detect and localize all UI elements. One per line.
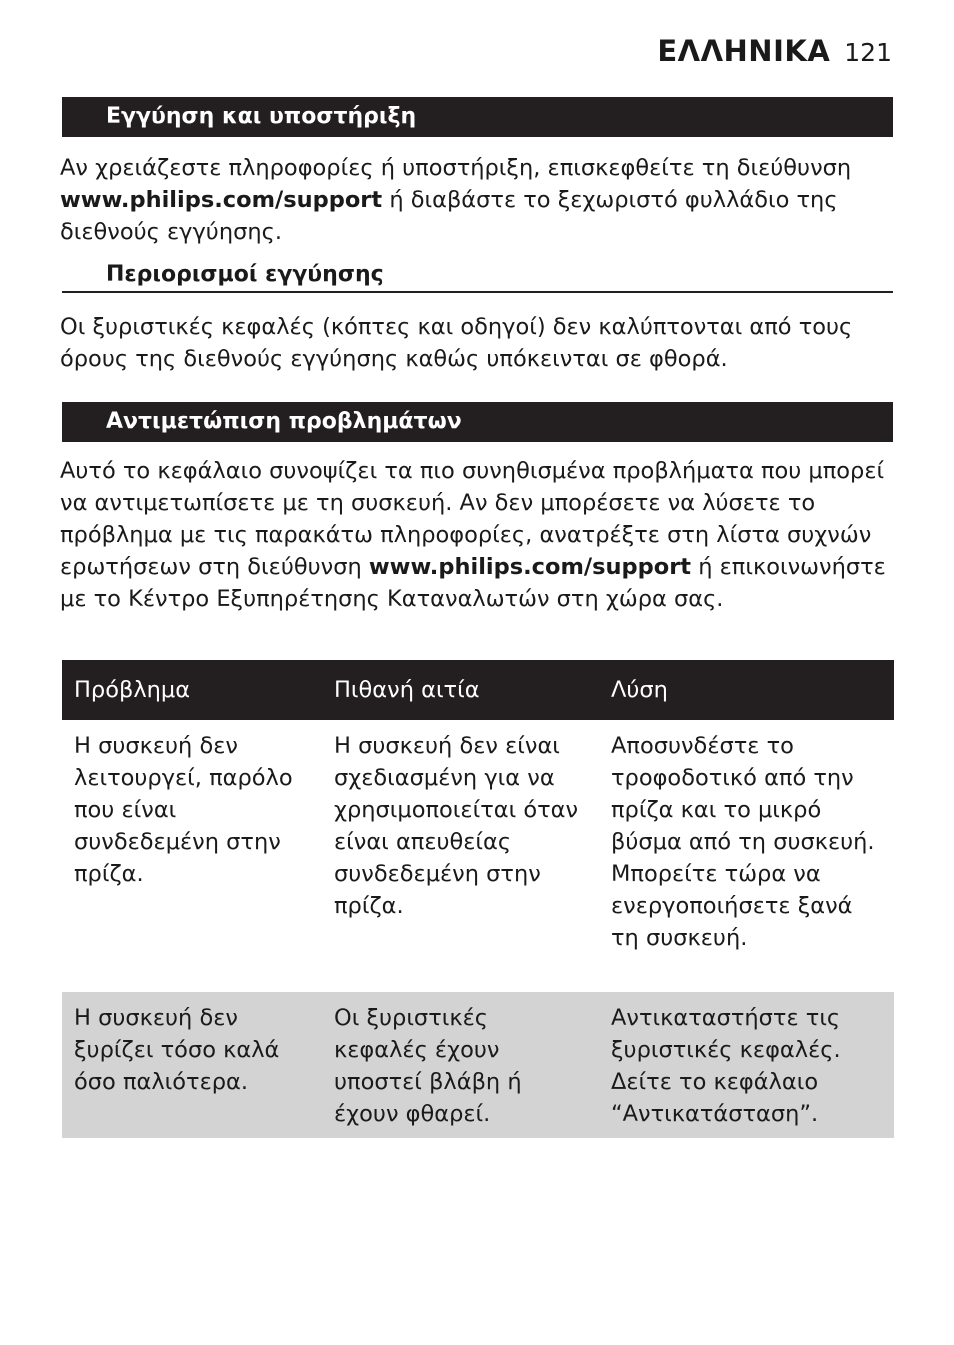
col-header-solution: Λύση [599,660,894,720]
table-row [62,720,894,992]
table-header-row [62,660,894,720]
cause-cell: Η συσκευή δεν είναι σχεδιασμένη για να χρησιμοποιείται όταν είναι απευθείας συνδεδεμένη στην πρίζα. [334,733,579,919]
troubleshooting-text-2: ή επικοινωνήστε με το Κέντρο Εξυπηρέτησης Καταναλωτών στη χώρα σας. [60,554,886,612]
restrictions-heading: Περιορισμοί εγγύησης [62,262,893,293]
col-header-problem: Πρόβλημα [62,660,322,720]
warranty-text-1: Αν χρειάζεστε πληροφορίες ή υποστήριξη, επισκεφθείτε τη διεύθυνση [60,155,852,181]
troubleshooting-paragraph [60,455,900,615]
page-number: 121 [844,38,892,67]
page-header [657,34,892,68]
support-link-2[interactable]: www.philips.com/support [368,554,692,580]
language-label: ΕΛΛΗΝΙΚΑ [657,34,831,68]
troubleshooting-heading: Αντιμετώπιση προβλημάτων [62,402,893,442]
solution-cell: Αποσυνδέστε το τροφοδοτικό από την πρίζα και το μικρό βύσμα από τη συσκευή. Μπορείτε τώρα να ενεργοποιήσετε ξανά τη συσκευή. [611,733,875,951]
restrictions-paragraph: Οι ξυριστικές κεφαλές (κόπτες και οδηγοί) δεν καλύπτονται από τους όρους της διεθνούς εγγύησης καθώς υπόκεινται σε φθορά. [60,314,853,372]
troubleshooting-text-1: Αυτό το κεφάλαιο συνοψίζει τα πιο συνηθισμένα προβλήματα που μπορεί να αντιμετωπίσετε με τη συσκευή. Αν δεν μπορέσετε να λύσετε το πρόβλημα με τις παρακάτω πληροφορίες, ανατρέξτε στη λίστα συχνών ερωτήσεων στη διεύθυνση [60,458,885,580]
support-link[interactable]: www.philips.com/support [60,187,383,213]
problem-cell: Η συσκευή δεν λειτουργεί, παρόλο που είναι συνδεδεμένη στην πρίζα. [74,733,293,887]
troubleshooting-table [62,660,894,1138]
solution-cell: Αντικαταστήστε τις ξυριστικές κεφαλές. Δείτε το κεφάλαιο “Αντικατάσταση”. [599,992,894,1138]
cause-cell: Οι ξυριστικές κεφαλές έχουν υποστεί βλάβη ή έχουν φθαρεί. [322,992,599,1138]
problem-cell: Η συσκευή δεν ξυρίζει τόσο καλά όσο παλιότερα. [62,992,322,1138]
warranty-paragraph [60,152,900,248]
col-header-cause: Πιθανή αιτία [322,660,599,720]
table-row [62,992,894,1138]
warranty-heading: Εγγύηση και υποστήριξη [62,97,893,137]
warranty-text-2: ή διαβάστε το ξεχωριστό φυλλάδιο της διεθνούς εγγύησης. [60,187,838,245]
